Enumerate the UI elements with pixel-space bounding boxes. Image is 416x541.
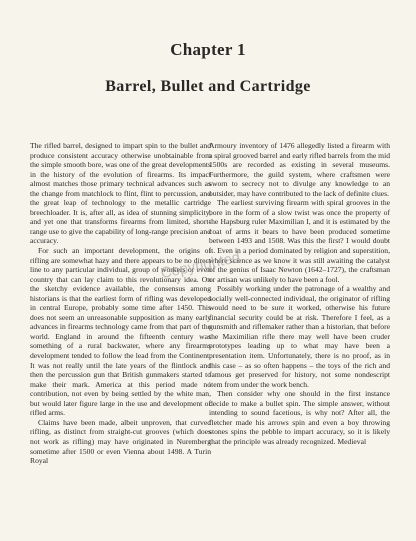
paragraph: For such an important development, the origins of rifling are somewhat hazy and there appears to be no direct line to any particular individual, group of workers or even country that can lay claim to this revolutionary idea. On the sketchy evidence available, the consensus among historians is that the earliest form of rifling was developed in central Europe, probably some time after 1450. This does not seem an unreasonable supposition as many early advances in firearms technology came from that part of the world. England in around the fifteenth century was something of a rural backwater, where any firearms development tended to follow the lead from the Continent. It was not really until the late years of the flintlock and then the percussion gun that British gunmakers started to make their mark. America at this period made no contribution, not even by being settled by the white man, but would later figure large in the use and development of rifled arms. (30, 246, 211, 418)
chapter-label: Chapter 1 (170, 40, 246, 59)
paragraph: The rifled barrel, designed to impart spin to the bullet and produce consistent accuracy otherwise unobtainable from the simple smooth bore, was one of the great developments in the history of the evolution of firearms. Its impact almost matches those primary technical advances such as the change from matchlock to flint, flint to percussion, and the great leap of technology to the metallic cartridge breechloader. It is, after all, as idea of stunning simplicity, and yet one that transforms firearms from limited, short-range use to give the capability of long-range precision and accuracy. (30, 141, 211, 246)
paragraph: Claims have been made, albeit unproven, that curved rifling, as distinct from straight-cut grooves (which does not work as rifling) may have originated in Nuremberg sometime after 1500 or even Vienna about 1498. A Turin Royal (30, 417, 211, 466)
chapter-title: Barrel, Bullet and Cartridge (105, 78, 311, 95)
paragraph: The earliest surviving firearm with spiral grooves in the bore in the form of a slow twist was once the property of the Hapsburg ruler Maximilian I, and it is estimated by the coat of arms it bears to have been produced sometime between 1493 and 1508. Was this the first? I would doubt it. Even in a period dominated by religion and superstition, where science as we know it was still awaiting the catalyst of the genius of Isaac Newton (1642–1727), the craftsman or artisan was unlikely to have been a fool. (209, 198, 390, 284)
paragraph: Armoury inventory of 1476 allegedly listed a firearm with a spiral grooved barrel and early rifled barrels from the mid 1500s are recorded as existing in several museums. Furthermore, the guild system, where craftsmen were sworn to secrecy not to divulge any knowledge to an outsider, may have contributed to the lack of definite clues. (209, 141, 390, 198)
left-text-column (30, 141, 211, 531)
copyright-watermark: Copyrighted (159, 248, 242, 283)
paragraph: Then consider why one should in the first instance decide to make a bullet spin. The simple answer, without intending to sound facetious, is why not? After all, the fletcher made his arrows spin and even a boy throwing stones spins the pebble to impart accuracy, so it is likely that the principle was already recognized. Medieval (209, 389, 390, 446)
paragraph: Possibly working under the patronage of a wealthy and socially well-connected individual, the originator of rifling would need to be sure it worked, otherwise his future financial security could be at risk. Therefore I feel, as a gunsmith and riflemaker rather than a historian, that before the Maximilian rifle there may well have been cruder prototypes leading up to what may have been a presentation item. Unfortunately, there is no proof, as in this case – as so often happens – the toys of the rich and famous get preserved for history, not some nondescript item from under the work bench. (209, 284, 390, 389)
right-text-column (209, 141, 390, 531)
